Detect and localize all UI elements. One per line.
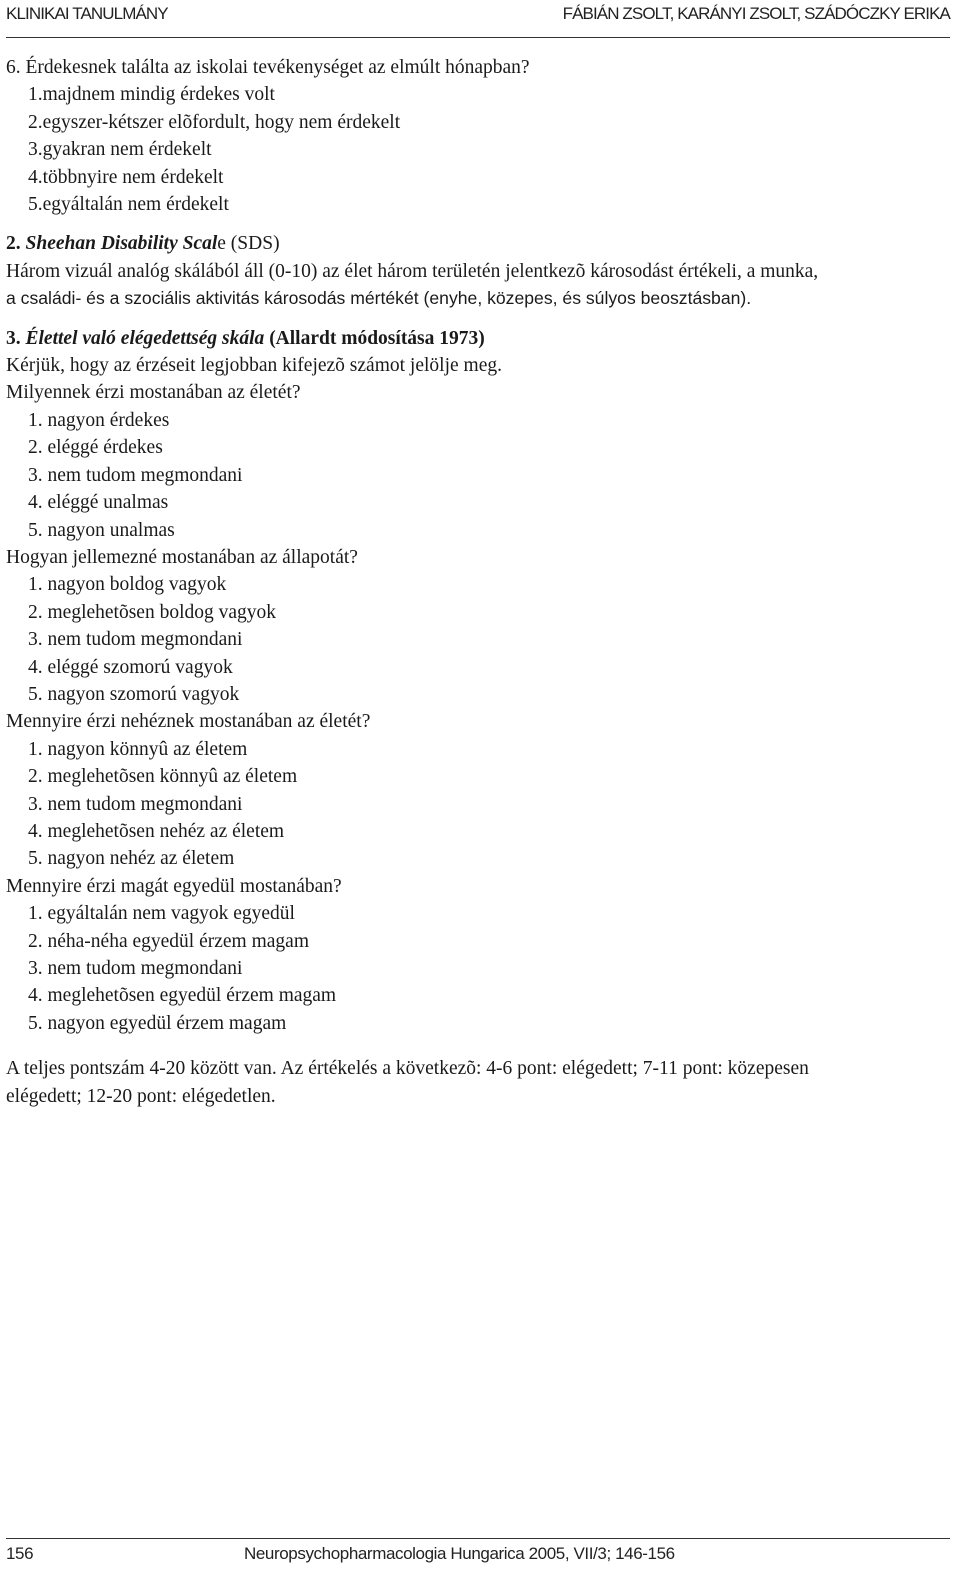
sds-section — [6, 230, 952, 312]
q6-block — [6, 54, 952, 218]
sds-number: 2. — [6, 233, 26, 255]
authors-label: FÁBIÁN ZSOLT, KARÁNYI ZSOLT, SZÁDÓCZKY ERIKA — [562, 4, 950, 23]
answer-option: 4. eléggé szomorú vagyok — [28, 656, 233, 678]
answer-option: 4. eléggé unalmas — [28, 492, 169, 514]
section-label: KLINIKAI TANULMÁNY — [6, 4, 168, 23]
answer-option: 2. meglehetõsen könnyû az életem — [28, 766, 298, 788]
answer-option: 4. meglehetõsen nehéz az életem — [28, 820, 285, 842]
answer-option: 3. nem tudom megmondani — [28, 464, 243, 486]
answer-option: 5. nagyon nehéz az életem — [28, 848, 235, 870]
scoring-line: elégedett; 12-20 pont: elégedetlen. — [6, 1085, 276, 1107]
page-content — [6, 54, 952, 1110]
q6-option: 5.egyáltalán nem érdekelt — [28, 194, 229, 216]
scoring-line: A teljes pontszám 4-20 között van. Az értékelés a következõ: 4-6 pont: elégedett; 7-11 pont: közepesen — [6, 1058, 809, 1080]
sds-description-line: a családi- és a szociális aktivitás károsodás mértékét (enyhe, közepes, és súlyos beosztásban). — [6, 288, 752, 309]
running-head — [6, 4, 950, 28]
satisfaction-instruction: Kérjük, hogy az érzéseit legjobban kifejezõ számot jelölje meg. — [6, 355, 502, 377]
header-rule — [6, 37, 950, 38]
answer-option: 5. nagyon egyedül érzem magam — [28, 1012, 287, 1034]
question-text: Milyennek érzi mostanában az életét? — [6, 382, 301, 404]
journal-citation: Neuropsychopharmacologia Hungarica 2005, VII/3; 146-156 — [244, 1544, 675, 1563]
answer-option: 1. nagyon könnyû az életem — [28, 738, 248, 760]
answer-option: 3. nem tudom megmondani — [28, 958, 243, 979]
answer-option: 3. nem tudom megmondani — [28, 793, 243, 815]
question-text: Hogyan jellemezné mostanában az állapotát? — [6, 546, 358, 568]
answer-option: 5. nagyon szomorú vagyok — [28, 683, 240, 705]
satisfaction-heading — [6, 325, 952, 352]
satisfaction-section — [6, 325, 952, 1110]
answer-option: 1. egyáltalán nem vagyok egyedül — [28, 903, 295, 925]
sds-title-tail: e (SDS) — [217, 233, 280, 255]
answer-option: 1. nagyon boldog vagyok — [28, 574, 227, 596]
question-text: Mennyire érzi magát egyedül mostanában? — [6, 875, 342, 897]
footer-rule — [6, 1538, 950, 1539]
answer-option: 5. nagyon unalmas — [28, 519, 175, 541]
sds-heading — [6, 230, 952, 257]
q6-question: 6. Érdekesnek találta az iskolai tevékenységet az elmúlt hónapban? — [6, 57, 530, 78]
answer-option: 2. meglehetõsen boldog vagyok — [28, 601, 277, 623]
answer-option: 4. meglehetõsen egyedül érzem magam — [28, 985, 337, 1007]
q6-option: 4.többnyire nem érdekelt — [28, 166, 224, 188]
answer-option: 2. néha-néha egyedül érzem magam — [28, 930, 309, 952]
sds-title: Sheehan Disability Scal — [25, 233, 218, 255]
q6-option: 2.egyszer-kétszer elõfordult, hogy nem érdekelt — [28, 111, 401, 133]
q6-option: 1.majdnem mindig érdekes volt — [28, 84, 275, 106]
answer-option: 3. nem tudom megmondani — [28, 629, 243, 651]
q6-option: 3.gyakran nem érdekelt — [28, 139, 212, 161]
satisfaction-number: 3. — [6, 327, 26, 349]
page-number: 156 — [6, 1544, 34, 1563]
satisfaction-title-tail: (Allardt módosítása 1973) — [264, 327, 485, 349]
satisfaction-title: Élettel való elégedettség skála — [25, 327, 265, 349]
answer-option: 2. eléggé érdekes — [28, 437, 163, 459]
answer-option: 1. nagyon érdekes — [28, 409, 170, 431]
sds-description-line: Három vizuál analóg skálából áll (0-10) az élet három területén jelentkezõ károsodást értékeli, a munka, — [6, 260, 819, 282]
question-text: Mennyire érzi nehéznek mostanában az életét? — [6, 711, 371, 733]
page-footer — [6, 1544, 950, 1568]
